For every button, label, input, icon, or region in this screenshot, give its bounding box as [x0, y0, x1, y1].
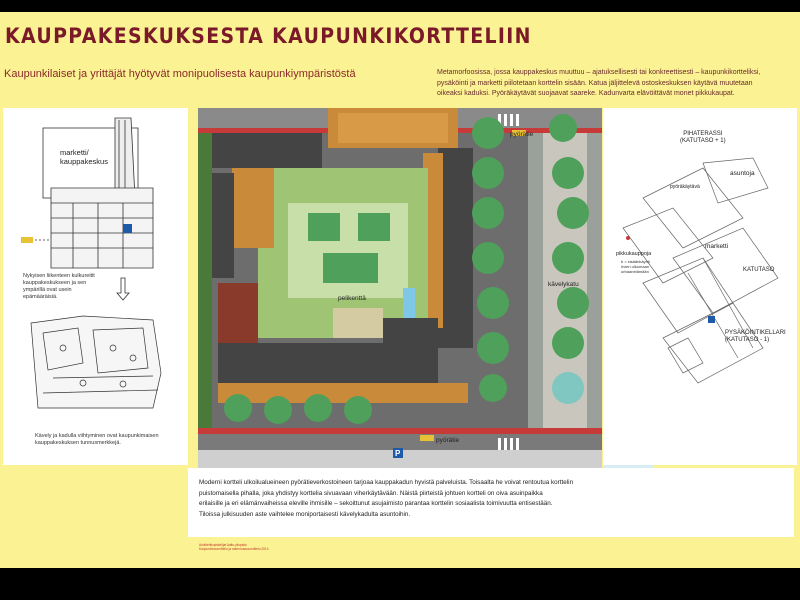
body-line: erilaisille ja eri elämänvaiheissa eleville ihmisille – sekoittunut asujaimisto parantaa korttelin sosiaalista toimivuutta entisestään.: [199, 500, 553, 507]
label-pelikentta: pelikenttä: [338, 295, 366, 302]
site-plan-svg: [198, 108, 602, 468]
label-kavelykatu: kävelykatu: [548, 281, 579, 288]
label-marketti: marketti/ kauppakeskus: [60, 148, 108, 166]
label-pikkukaupat-sub: b = sisäänkäynti övien ulkomaan urbaanelämään: [621, 259, 650, 274]
right-panel: [603, 108, 797, 465]
bike-lane-bottom: [198, 428, 602, 434]
label-marketti-right: marketti: [705, 243, 729, 250]
intro-line: pysäköinti ja marketti piilotetaan korttelin sisään. Katua jäljittelevä ostoskeskuksen käytävä muutetaan: [437, 79, 753, 87]
left-panel: [3, 108, 188, 465]
page-title: KAUPPAKESKUKSESTA KAUPUNKIKORTTELIIN: [5, 24, 532, 48]
label-asuntoja: asuntoja: [730, 170, 755, 177]
floor-plan-sketch: [603, 108, 797, 465]
label-pyorakaytava: pyöräkäytävä: [670, 184, 700, 190]
caption-bottom: Kävely ja kadulla viihtyminen ovat kaupunkimaisen kauppakeskuksen tunnusmerkkejä.: [35, 433, 159, 446]
building: [212, 133, 322, 168]
label-piharaasi: PIHATERASSI (KATUTASO + 1): [680, 131, 726, 144]
label-pyoratie-bottom: pyörätie: [436, 437, 460, 444]
body-paragraph: [199, 478, 609, 520]
credit-text: Arkkitehtiopiskelijat Aalto-yliopisto Kaupunkisuunnittelu ja rakennussuunnittelu 2014: [199, 543, 269, 551]
intro-line: Metamorfoosissa, jossa kauppakeskus muuttuu – ajatuksellisesti tai konkreettisesti – kaupunkikortteliksi,: [437, 69, 761, 76]
intro-line: oikeaksi kaduksi. Pyöräkäytävät suojaavat saareke. Kadunvarta elävöittävät monet pikkukaupat.: [437, 90, 735, 97]
intro-text: [437, 68, 797, 100]
page-subtitle: Kaupunkilaiset ja yrittäjät hyötyvät monipuolisesta kaupunkiympäristöstä: [4, 68, 356, 80]
body-line: Moderni kortteli ulkoilualueineen pyörätieverkostoineen tarjoaa kauppakadun hyvistä palveluista. Toisaalta he voivat rentoutua korttelin: [199, 479, 574, 486]
body-line: puistomaisella pihalla, joka yhdistyy korttelia sivuavaan viherkäytävään. Näistä piirteistä johtuen kortteli on oiva asuinpaikka: [199, 489, 543, 497]
label-pyoratie-top: pyörätie: [510, 131, 534, 138]
caption-top: Nykyisen liikenteen kulkureitit kauppakeskukseen ja sen ympärillä ovat usein epämääräisiä.: [23, 273, 95, 300]
body-line: Tiloissa julkisuuden aste vaihtelee moniportaisesti kävelykadulta asuntoihin.: [199, 510, 411, 518]
site-plan-map: [198, 108, 602, 468]
label-katutaso: KATUTASO: [743, 267, 775, 273]
building: [438, 148, 473, 348]
building: [232, 168, 274, 248]
label-pysakointi: PYSÄKÖINTIKELLARI (KATUTASO - 1): [725, 330, 786, 343]
parking-symbol: P: [395, 449, 401, 458]
label-pikkukaupat: pikkukauppoja: [616, 251, 652, 257]
